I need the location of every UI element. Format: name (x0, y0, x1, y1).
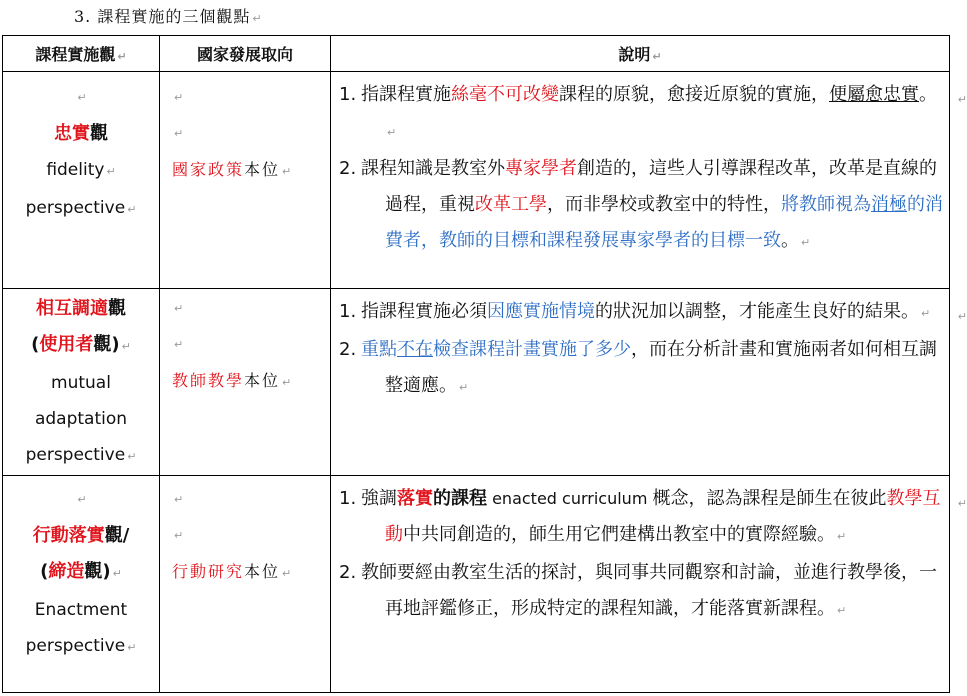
description-cell: ↵ 1. 強調落實的課程 enacted curriculum 概念，認為課程是師生在彼此教學互動中共同創造的，師生用它們建構出教室中的實際經驗。 ↵ 2. 教師要經由教室生活的探討，與同事共同觀察和討論，並進行教學後，一再地評鑑修正，形成特定的課程知識，才能落實新課程。 ↵ (331, 476, 950, 693)
table-row (3, 72, 950, 289)
perspective-cell: ↵ 行動落實觀/ (締造觀) ↵ Enactment perspective ↵ (3, 476, 160, 693)
list-item: 1. 強調落實的課程 enacted curriculum 概念，認為課程是師生在彼此教學互動中共同創造的，師生用它們建構出教室中的實際經驗。 ↵ (339, 488, 941, 545)
header-perspective: 課程實施觀 ↵ (3, 36, 160, 72)
document-title: 3. 課程實施的三個觀點 ↵ (74, 7, 263, 26)
description-cell: ↵ 1. 指課程實施必須因應實施情境的狀況加以調整，才能產生良好的結果。 ↵ 2. 重點不在檢查課程計畫實施了多少，而在分析計畫和實施兩者如何相互調整適應。 ↵ (331, 289, 950, 476)
list-item: 1. 指課程實施絲毫不可改變課程的原貌，愈接近原貌的實施，便屬愈忠實。↵ (339, 84, 937, 139)
list-item: 2. 重點不在檢查課程計畫實施了多少，而在分析計畫和實施兩者如何相互調整適應。 ↵ (339, 339, 937, 396)
description-cell: ↵ 1. 指課程實施絲毫不可改變課程的原貌，愈接近原貌的實施，便屬愈忠實。↵ 2. 課程知識是教室外專家學者創造的，這些人引導課程改革，改革是直線的過程，重視改革工學，而非學校或教室中的特性，將教師視為消極的消費者，教師的目標和課程發展專家學者的目標一致。 ↵ (331, 72, 950, 289)
curriculum-views-table (2, 35, 967, 693)
list-item: 2. 教師要經由教室生活的探討，與同事共同觀察和討論，並進行教學後，一再地評鑑修正，形成特定的課程知識，才能落實新課程。 ↵ (339, 562, 937, 619)
table-row (3, 476, 950, 693)
list-item: 1. 指課程實施必須因應實施情境的狀況加以調整，才能產生良好的結果。 ↵ (339, 301, 931, 322)
header-orientation: 國家發展取向 (160, 36, 331, 72)
header-row (3, 36, 950, 72)
orientation-cell: ↵ ↵ 教師教學本位 ↵ (160, 289, 331, 476)
list-item: 2. 課程知識是教室外專家學者創造的，這些人引導課程改革，改革是直線的過程，重視改革工學，而非學校或教室中的特性，將教師視為消極的消費者，教師的目標和課程發展專家學者的目標一致。 ↵ (339, 158, 943, 251)
perspective-cell: ↵ 忠實觀 fidelity ↵ perspective ↵ (3, 72, 160, 289)
table-row (3, 289, 950, 476)
orientation-cell: ↵ ↵ 行動研究本位 ↵ (160, 476, 331, 693)
orientation-cell: ↵ ↵ 國家政策本位 ↵ (160, 72, 331, 289)
perspective-cell: 相互調適觀 (使用者觀) ↵ mutual adaptation perspective ↵ (3, 289, 160, 476)
header-description: 說明 ↵ (331, 36, 950, 72)
